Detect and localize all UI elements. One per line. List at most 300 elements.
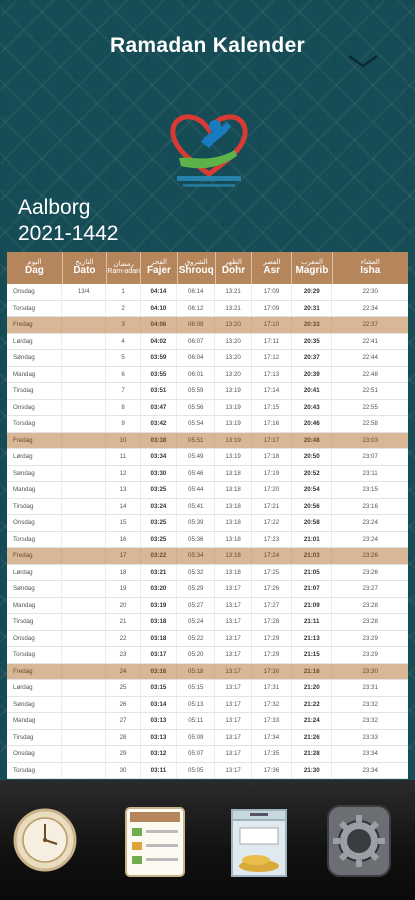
column-header-label: Isha bbox=[360, 265, 381, 277]
column-header-arabic: العشاء bbox=[360, 258, 380, 267]
fajer-cell: 03:22 bbox=[141, 548, 177, 564]
isha-cell: 23:29 bbox=[362, 634, 378, 642]
asr-cell: 17:20 bbox=[252, 482, 292, 498]
shrouq-cell: 05:54 bbox=[177, 416, 215, 432]
day-cell: Søndag bbox=[7, 350, 62, 366]
asr-cell: 17:23 bbox=[252, 532, 292, 548]
day-cell: Fredag bbox=[7, 317, 62, 333]
column-header bbox=[178, 252, 216, 284]
dohr-cell: 13:21 bbox=[215, 301, 251, 317]
asr-cell: 17:24 bbox=[252, 548, 292, 564]
date-cell bbox=[62, 317, 106, 333]
magrib-cell: 20:52 bbox=[292, 466, 332, 482]
date-cell: 13/4 bbox=[62, 284, 106, 300]
day-cell: Tirsdag bbox=[7, 499, 62, 515]
dohr-cell: 13:17 bbox=[215, 697, 251, 713]
isha-cell: 23:26 bbox=[362, 568, 378, 576]
ramadan-day-cell: 20 bbox=[106, 598, 140, 614]
table-row bbox=[7, 515, 408, 532]
table-row bbox=[7, 284, 408, 301]
ramadan-day-cell: 10 bbox=[106, 433, 140, 449]
asr-cell: 17:13 bbox=[252, 367, 292, 383]
day-cell: Torsdag bbox=[7, 763, 62, 779]
dohr-cell: 13:20 bbox=[215, 334, 251, 350]
dohr-cell: 13:18 bbox=[215, 548, 251, 564]
date-cell bbox=[62, 631, 106, 647]
chevron-down-icon[interactable] bbox=[346, 52, 380, 70]
ramadan-day-cell: 26 bbox=[106, 697, 140, 713]
dohr-cell: 13:17 bbox=[215, 598, 251, 614]
day-cell: Onsdag bbox=[7, 284, 62, 300]
day-cell: Fredag bbox=[7, 664, 62, 680]
column-header-label: Fajer bbox=[147, 265, 171, 277]
asr-cell: 17:12 bbox=[252, 350, 292, 366]
calendar-tab-icon[interactable] bbox=[122, 800, 188, 880]
day-cell: Mandag bbox=[7, 482, 62, 498]
day-cell: Lørdag bbox=[7, 680, 62, 696]
dohr-cell: 13:17 bbox=[215, 581, 251, 597]
page-title: Ramadan Kalender bbox=[109, 34, 306, 57]
fajer-cell: 03:13 bbox=[141, 713, 177, 729]
shrouq-cell: 05:32 bbox=[177, 565, 215, 581]
day-cell: Onsdag bbox=[7, 400, 62, 416]
magrib-cell: 20:31 bbox=[292, 301, 332, 317]
magrib-cell: 21:15 bbox=[292, 647, 332, 663]
shrouq-cell: 05:39 bbox=[177, 515, 215, 531]
asr-cell: 17:10 bbox=[252, 317, 292, 333]
ramadan-day-cell: 28 bbox=[106, 730, 140, 746]
magrib-cell: 21:30 bbox=[292, 763, 332, 779]
fajer-cell: 03:13 bbox=[141, 730, 177, 746]
isha-cell: 23:29 bbox=[362, 651, 378, 658]
asr-cell: 17:16 bbox=[252, 416, 292, 432]
fajer-cell: 03:42 bbox=[141, 416, 177, 432]
day-cell: Onsdag bbox=[7, 631, 62, 647]
magrib-cell: 20:56 bbox=[292, 499, 332, 515]
table-row bbox=[7, 548, 408, 565]
day-cell: Lørdag bbox=[7, 565, 62, 581]
magrib-cell: 21:11 bbox=[292, 614, 332, 630]
day-cell: Tirsdag bbox=[7, 383, 62, 399]
asr-cell: 17:14 bbox=[252, 383, 292, 399]
ramadan-day-cell: 13 bbox=[106, 482, 140, 498]
asr-cell: 17:31 bbox=[252, 680, 292, 696]
table-row bbox=[7, 383, 408, 400]
table-row bbox=[7, 301, 408, 318]
column-header bbox=[7, 252, 63, 284]
ramadan-day-cell: 19 bbox=[106, 581, 140, 597]
date-cell bbox=[62, 400, 106, 416]
table-row bbox=[7, 532, 408, 549]
isha-cell: 23:31 bbox=[362, 684, 378, 691]
table-row bbox=[7, 746, 408, 763]
fajer-cell: 04:14 bbox=[141, 284, 177, 300]
ramadan-day-cell: 14 bbox=[106, 499, 140, 515]
fajer-cell: 03:18 bbox=[141, 631, 177, 647]
fajer-cell: 03:30 bbox=[141, 466, 177, 482]
isha-cell: 22:51 bbox=[362, 387, 378, 394]
table-row bbox=[7, 614, 408, 631]
shrouq-cell: 05:29 bbox=[177, 581, 215, 597]
column-header bbox=[107, 252, 141, 284]
asr-cell: 17:29 bbox=[252, 647, 292, 663]
asr-cell: 17:09 bbox=[252, 301, 292, 317]
ramadan-day-cell: 18 bbox=[106, 565, 140, 581]
magrib-cell: 21:13 bbox=[292, 631, 332, 647]
column-header-arabic: رمضان bbox=[113, 259, 134, 268]
date-cell bbox=[62, 763, 106, 779]
table-row bbox=[7, 680, 408, 697]
table-row bbox=[7, 730, 408, 747]
day-cell: Lørdag bbox=[7, 449, 62, 465]
shrouq-cell: 05:07 bbox=[177, 746, 215, 762]
date-cell bbox=[62, 301, 106, 317]
day-cell: Søndag bbox=[7, 697, 62, 713]
magrib-cell: 21:09 bbox=[292, 598, 332, 614]
ramadan-day-cell: 23 bbox=[106, 647, 140, 663]
asr-cell: 17:22 bbox=[252, 515, 292, 531]
day-cell: Søndag bbox=[7, 466, 62, 482]
table-row bbox=[7, 763, 408, 780]
fajer-cell: 03:25 bbox=[141, 532, 177, 548]
date-cell bbox=[62, 598, 106, 614]
ramadan-day-cell: 25 bbox=[106, 680, 140, 696]
isha-cell: 23:27 bbox=[362, 585, 378, 592]
column-header-arabic: الشروق bbox=[184, 258, 208, 267]
fajer-cell: 03:55 bbox=[141, 367, 177, 383]
ramadan-day-cell: 29 bbox=[106, 746, 140, 762]
dohr-cell: 13:20 bbox=[215, 350, 251, 366]
magrib-cell: 20:58 bbox=[292, 515, 332, 531]
isha-cell: 23:28 bbox=[362, 618, 378, 625]
date-cell bbox=[62, 466, 106, 482]
isha-cell: 23:34 bbox=[362, 750, 378, 757]
asr-cell: 17:33 bbox=[252, 713, 292, 729]
date-cell bbox=[62, 548, 106, 564]
dohr-cell: 13:17 bbox=[215, 664, 251, 680]
isha-cell: 23:03 bbox=[362, 436, 378, 444]
magrib-cell: 20:39 bbox=[292, 367, 332, 383]
dohr-cell: 13:18 bbox=[215, 499, 251, 515]
donation-box-tab-icon[interactable] bbox=[226, 800, 292, 880]
ramadan-day-cell: 2 bbox=[106, 301, 140, 317]
column-header-arabic: التاريخ bbox=[75, 258, 94, 267]
magrib-cell: 20:50 bbox=[292, 449, 332, 465]
asr-cell: 17:29 bbox=[252, 631, 292, 647]
shrouq-cell: 06:12 bbox=[177, 301, 215, 317]
dohr-cell: 13:19 bbox=[215, 433, 251, 449]
column-header bbox=[292, 252, 332, 284]
asr-cell: 17:15 bbox=[252, 400, 292, 416]
ramadan-day-cell: 3 bbox=[106, 317, 140, 333]
column-header bbox=[252, 252, 292, 284]
dohr-cell: 13:17 bbox=[215, 713, 251, 729]
shrouq-cell: 05:51 bbox=[177, 433, 215, 449]
shrouq-cell: 05:24 bbox=[177, 614, 215, 630]
ramadan-day-cell: 16 bbox=[106, 532, 140, 548]
fajer-cell: 04:10 bbox=[141, 301, 177, 317]
magrib-cell: 21:05 bbox=[292, 565, 332, 581]
day-cell: Fredag bbox=[7, 548, 62, 564]
table-row bbox=[7, 697, 408, 714]
isha-cell: 22:30 bbox=[362, 288, 378, 295]
magrib-cell: 20:41 bbox=[292, 383, 332, 399]
table-row bbox=[7, 598, 408, 615]
date-cell bbox=[62, 350, 106, 366]
dohr-cell: 13:18 bbox=[215, 515, 251, 531]
asr-cell: 17:11 bbox=[252, 334, 292, 350]
table-row bbox=[7, 565, 408, 582]
shrouq-cell: 05:11 bbox=[177, 713, 215, 729]
asr-cell: 17:17 bbox=[252, 433, 292, 449]
isha-cell: 23:30 bbox=[362, 667, 378, 675]
shrouq-cell: 06:09 bbox=[177, 317, 215, 333]
column-header-arabic: اليوم bbox=[27, 258, 42, 267]
day-cell: Torsdag bbox=[7, 532, 62, 548]
date-cell bbox=[62, 482, 106, 498]
ramadan-day-cell: 30 bbox=[106, 763, 140, 779]
asr-cell: 17:18 bbox=[252, 449, 292, 465]
column-header bbox=[63, 252, 107, 284]
table-row bbox=[7, 713, 408, 730]
day-cell: Torsdag bbox=[7, 301, 62, 317]
column-header-label: Dohr bbox=[221, 265, 246, 277]
day-cell: Mandag bbox=[7, 367, 62, 383]
fajer-cell: 03:21 bbox=[141, 565, 177, 581]
fajer-cell: 03:17 bbox=[141, 647, 177, 663]
ramadan-day-cell: 15 bbox=[106, 515, 140, 531]
city-name: Aalborg bbox=[18, 196, 91, 219]
magrib-cell: 21:01 bbox=[292, 532, 332, 548]
dohr-cell: 13:20 bbox=[215, 317, 251, 333]
dohr-cell: 13:18 bbox=[215, 466, 251, 482]
year-label: 2021-1442 bbox=[18, 222, 119, 245]
fajer-cell: 03:20 bbox=[141, 581, 177, 597]
magrib-cell: 21:26 bbox=[292, 730, 332, 746]
shrouq-cell: 06:01 bbox=[177, 367, 215, 383]
fajer-cell: 03:59 bbox=[141, 350, 177, 366]
fajer-cell: 03:34 bbox=[141, 449, 177, 465]
settings-gear-tab-icon[interactable] bbox=[326, 800, 392, 880]
shrouq-cell: 05:44 bbox=[177, 482, 215, 498]
magrib-cell: 20:48 bbox=[292, 433, 332, 449]
day-cell: Søndag bbox=[7, 581, 62, 597]
shrouq-cell: 05:59 bbox=[177, 383, 215, 399]
day-cell: Fredag bbox=[7, 433, 62, 449]
table-row bbox=[7, 581, 408, 598]
column-header-arabic: المغرب bbox=[300, 258, 323, 267]
date-cell bbox=[62, 664, 106, 680]
date-cell bbox=[62, 746, 106, 762]
dohr-cell: 13:17 bbox=[215, 680, 251, 696]
magrib-cell: 21:24 bbox=[292, 713, 332, 729]
dohr-cell: 13:18 bbox=[215, 532, 251, 548]
date-cell bbox=[62, 532, 106, 548]
shrouq-cell: 06:07 bbox=[177, 334, 215, 350]
isha-cell: 23:24 bbox=[362, 535, 378, 543]
dohr-cell: 13:19 bbox=[215, 383, 251, 399]
day-cell: Torsdag bbox=[7, 416, 62, 432]
asr-cell: 17:26 bbox=[252, 581, 292, 597]
ramadan-day-cell: 6 bbox=[106, 367, 140, 383]
isha-cell: 22:44 bbox=[362, 354, 378, 361]
date-cell bbox=[62, 614, 106, 630]
fajer-cell: 03:24 bbox=[141, 499, 177, 515]
day-cell: Mandag bbox=[7, 713, 62, 729]
dohr-cell: 13:17 bbox=[215, 631, 251, 647]
isha-cell: 22:55 bbox=[362, 403, 378, 411]
day-cell: Onsdag bbox=[7, 515, 62, 531]
shrouq-cell: 05:09 bbox=[177, 730, 215, 746]
shrouq-cell: 05:27 bbox=[177, 598, 215, 614]
asr-cell: 17:09 bbox=[252, 284, 292, 300]
column-header-label: Asr bbox=[263, 265, 281, 277]
column-header-label: Ram-adan bbox=[107, 268, 140, 275]
table-row bbox=[7, 400, 408, 417]
isha-cell: 23:32 bbox=[362, 717, 378, 724]
table-body bbox=[7, 284, 408, 779]
asr-cell: 17:27 bbox=[252, 598, 292, 614]
date-cell bbox=[62, 334, 106, 350]
asr-cell: 17:28 bbox=[252, 614, 292, 630]
magrib-cell: 21:22 bbox=[292, 697, 332, 713]
fajer-cell: 03:12 bbox=[141, 746, 177, 762]
fajer-cell: 03:11 bbox=[141, 763, 177, 779]
shrouq-cell: 05:41 bbox=[177, 499, 215, 515]
asr-cell: 17:21 bbox=[252, 499, 292, 515]
asr-cell: 17:36 bbox=[252, 763, 292, 779]
table-row bbox=[7, 631, 408, 648]
date-cell bbox=[62, 730, 106, 746]
isha-cell: 23:24 bbox=[362, 519, 378, 526]
fajer-cell: 04:06 bbox=[141, 317, 177, 333]
fajer-cell: 03:16 bbox=[141, 664, 177, 680]
dohr-cell: 13:19 bbox=[215, 416, 251, 432]
ramadan-day-cell: 7 bbox=[106, 383, 140, 399]
date-cell bbox=[62, 433, 106, 449]
ramadan-day-cell: 11 bbox=[106, 449, 140, 465]
isha-cell: 23:28 bbox=[362, 601, 378, 609]
shrouq-cell: 05:49 bbox=[177, 449, 215, 465]
asr-cell: 17:19 bbox=[252, 466, 292, 482]
fajer-cell: 03:15 bbox=[141, 680, 177, 696]
isha-cell: 23:11 bbox=[362, 469, 378, 477]
shrouq-cell: 05:18 bbox=[177, 664, 215, 680]
isha-cell: 22:58 bbox=[362, 420, 378, 427]
ramadan-day-cell: 24 bbox=[106, 664, 140, 680]
dohr-cell: 13:21 bbox=[215, 284, 251, 300]
column-header bbox=[141, 252, 177, 284]
table-row bbox=[7, 350, 408, 367]
table-row bbox=[7, 433, 408, 450]
day-cell: Tirsdag bbox=[7, 730, 62, 746]
day-cell: Lørdag bbox=[7, 334, 62, 350]
clock-tab-icon[interactable] bbox=[12, 800, 78, 880]
date-cell bbox=[62, 367, 106, 383]
date-cell bbox=[62, 416, 106, 432]
ramadan-day-cell: 5 bbox=[106, 350, 140, 366]
shrouq-cell: 05:20 bbox=[177, 647, 215, 663]
date-cell bbox=[62, 565, 106, 581]
date-cell bbox=[62, 647, 106, 663]
shrouq-cell: 05:15 bbox=[177, 680, 215, 696]
isha-cell: 23:26 bbox=[362, 552, 378, 559]
ramadan-day-cell: 8 bbox=[106, 400, 140, 416]
table-row bbox=[7, 466, 408, 483]
isha-cell: 22:37 bbox=[362, 321, 378, 328]
column-header-arabic: العصر bbox=[263, 258, 281, 267]
isha-cell: 22:48 bbox=[362, 370, 378, 378]
fajer-cell: 03:38 bbox=[141, 433, 177, 449]
day-cell: Onsdag bbox=[7, 746, 62, 762]
shrouq-cell: 06:04 bbox=[177, 350, 215, 366]
dohr-cell: 13:18 bbox=[215, 482, 251, 498]
isha-cell: 23:34 bbox=[362, 766, 378, 774]
magrib-cell: 20:43 bbox=[292, 400, 332, 416]
dohr-cell: 13:17 bbox=[215, 763, 251, 779]
date-cell bbox=[62, 449, 106, 465]
isha-cell: 23:15 bbox=[362, 486, 378, 493]
fajer-cell: 03:47 bbox=[141, 400, 177, 416]
isha-cell: 23:32 bbox=[362, 700, 378, 708]
asr-cell: 17:34 bbox=[252, 730, 292, 746]
column-header-label: Dato bbox=[73, 265, 96, 277]
shrouq-cell: 05:46 bbox=[177, 466, 215, 482]
isha-cell: 23:07 bbox=[362, 453, 378, 460]
day-cell: Tirsdag bbox=[7, 614, 62, 630]
isha-cell: 22:41 bbox=[362, 337, 378, 345]
column-header-arabic: الظهر bbox=[225, 258, 242, 267]
dohr-cell: 13:17 bbox=[215, 614, 251, 630]
dohr-cell: 13:18 bbox=[215, 565, 251, 581]
asr-cell: 17:25 bbox=[252, 565, 292, 581]
shrouq-cell: 05:56 bbox=[177, 400, 215, 416]
fajer-cell: 03:25 bbox=[141, 515, 177, 531]
ramadan-day-cell: 27 bbox=[106, 713, 140, 729]
dohr-cell: 13:17 bbox=[215, 746, 251, 762]
column-header-label: Magrib bbox=[295, 265, 329, 277]
date-cell bbox=[62, 515, 106, 531]
fajer-cell: 03:51 bbox=[141, 383, 177, 399]
ramadan-timetable bbox=[7, 252, 408, 779]
shrouq-cell: 05:05 bbox=[177, 763, 215, 779]
table-row bbox=[7, 499, 408, 516]
magrib-cell: 20:46 bbox=[292, 416, 332, 432]
date-cell bbox=[62, 581, 106, 597]
dohr-cell: 13:19 bbox=[215, 449, 251, 465]
ramadan-day-cell: 9 bbox=[106, 416, 140, 432]
heart-hands-logo bbox=[157, 100, 261, 204]
magrib-cell: 20:29 bbox=[292, 284, 332, 300]
isha-cell: 23:33 bbox=[362, 733, 378, 741]
dohr-cell: 13:20 bbox=[215, 367, 251, 383]
magrib-cell: 21:20 bbox=[292, 680, 332, 696]
table-row bbox=[7, 334, 408, 351]
table-header bbox=[7, 252, 408, 284]
isha-cell: 23:16 bbox=[362, 502, 378, 510]
column-header-label: Shrouq bbox=[178, 265, 214, 277]
magrib-cell: 20:35 bbox=[292, 334, 332, 350]
dohr-cell: 13:17 bbox=[215, 730, 251, 746]
table-row bbox=[7, 317, 408, 334]
date-cell bbox=[62, 697, 106, 713]
shrouq-cell: 05:13 bbox=[177, 697, 215, 713]
date-cell bbox=[62, 680, 106, 696]
column-header-label: Dag bbox=[24, 265, 44, 277]
ramadan-day-cell: 17 bbox=[106, 548, 140, 564]
date-cell bbox=[62, 713, 106, 729]
table-row bbox=[7, 647, 408, 664]
